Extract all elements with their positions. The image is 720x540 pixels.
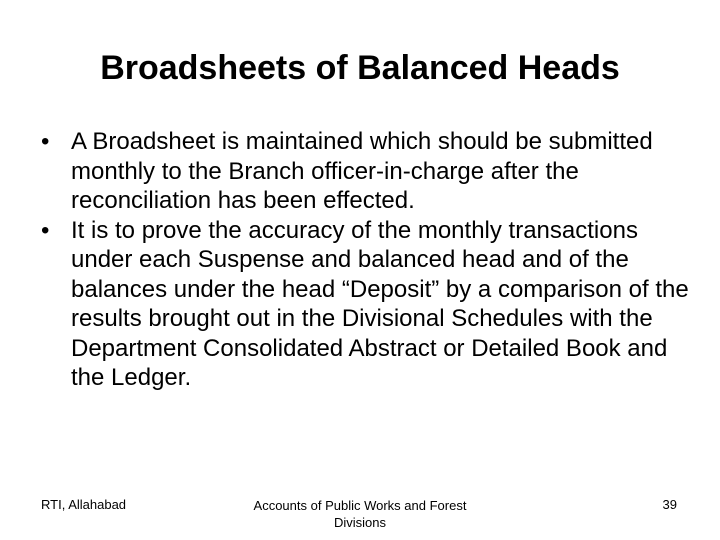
bullet-icon: • [41, 128, 50, 155]
bullet-list [41, 127, 691, 393]
slide-title: Broadsheets of Balanced Heads [100, 49, 620, 87]
bullet-item [41, 127, 691, 216]
bullet-icon: • [41, 216, 50, 244]
footer-organization: RTI, Allahabad [41, 497, 127, 512]
page-number: 39 [662, 497, 677, 512]
bullet-text: It is to prove the accuracy of the monthly transactions under each Suspense and balanced head and of the balances under the head “Deposit” by a comparison of the results brought out in the Divisional Schedules with the Department Consolidated Abstract or Detailed Book and the Ledger. [71, 216, 689, 391]
footer-course-title: Accounts of Public Works and Forest Divisions [253, 498, 467, 530]
bullet-text: A Broadsheet is maintained which should be submitted monthly to the Branch officer-in-charge after the reconciliation has been effected. [71, 128, 653, 214]
bullet-item [41, 216, 691, 393]
